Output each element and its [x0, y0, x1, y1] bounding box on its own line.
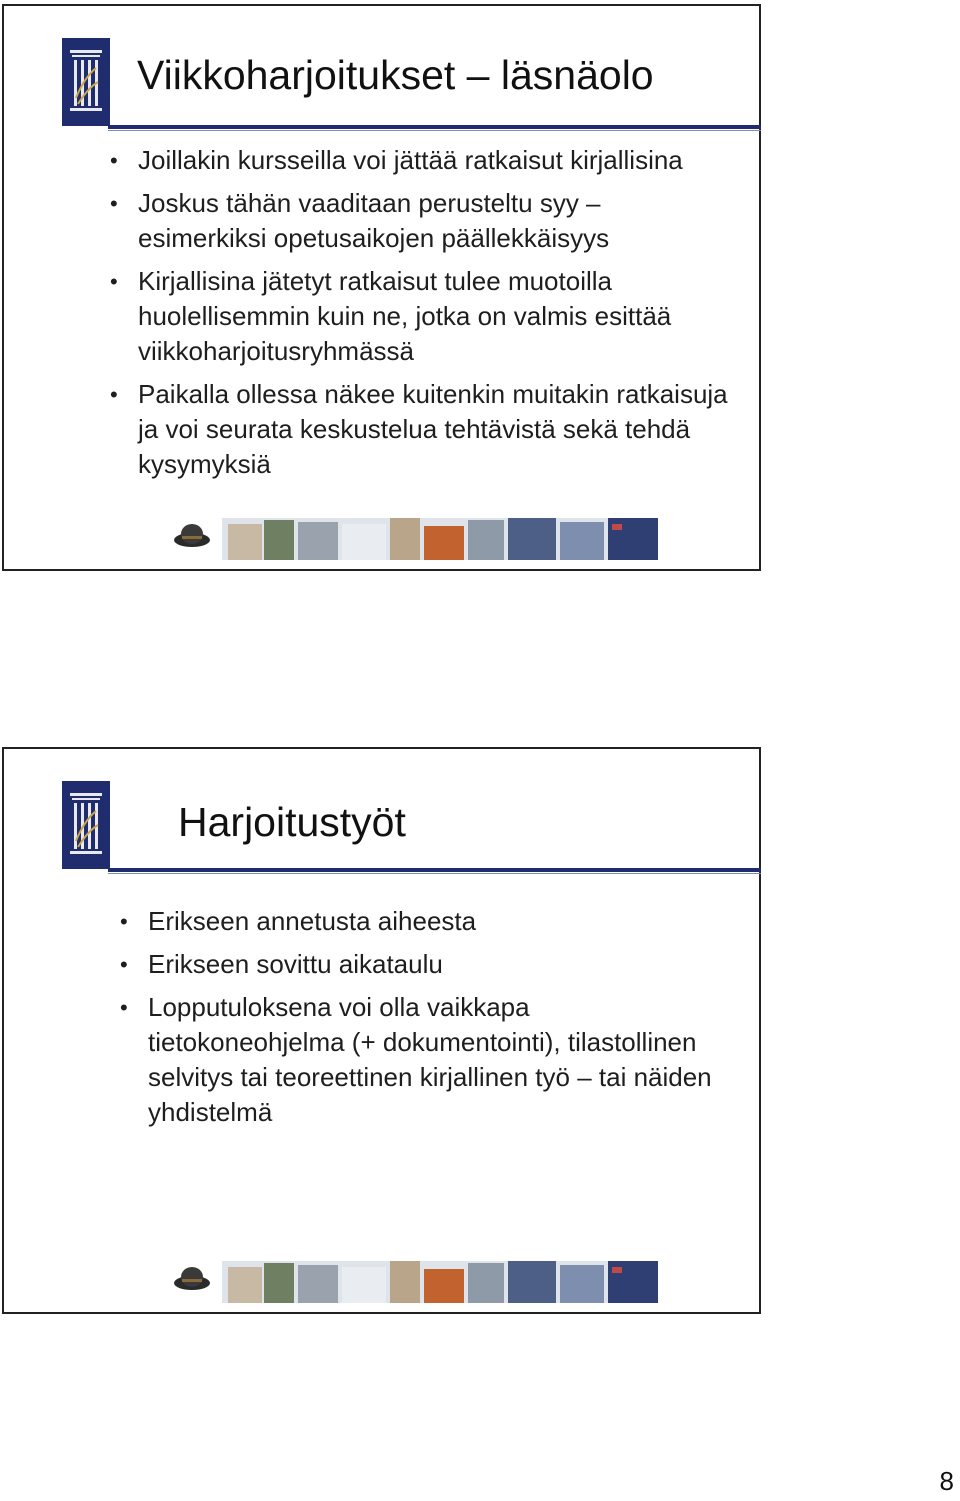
title-rule — [108, 125, 761, 129]
slide-title: Harjoitustyöt — [178, 799, 406, 845]
bullet-icon: • — [110, 191, 118, 216]
slide-1 — [2, 4, 761, 571]
list-item: • Kirjallisina jätetyt ratkaisut tulee muotoilla huolellisemmin kuin ne, jotka on valmis esittää viikkoharjoitusryhmässä — [110, 266, 672, 366]
bullet-list — [110, 143, 730, 490]
photo-collage-strip — [172, 1257, 658, 1303]
list-item: • Lopputuloksena voi olla vaikkapa tietokoneohjelma (+ dokumentointi), tilastollinen selvitys tai teoreettinen kirjallinen työ – tai näiden yhdistelmä — [120, 992, 712, 1127]
page-number: 8 — [939, 1466, 954, 1496]
bullet-list — [120, 904, 720, 1138]
list-item: • Joillakin kursseilla voi jättää ratkaisut kirjallisina — [110, 143, 730, 178]
column-pillar-logo-icon — [62, 781, 110, 869]
list-item: • Joskus tähän vaaditaan perusteltu syy – esimerkiksi opetusaikojen päällekkäisyys — [110, 188, 610, 253]
bullet-icon: • — [120, 909, 128, 934]
bullet-icon: • — [110, 269, 118, 294]
slide-title: Viikkoharjoitukset – läsnäolo — [137, 52, 654, 98]
bullet-icon: • — [110, 148, 118, 173]
bullet-icon: • — [120, 952, 128, 977]
slide-2 — [2, 747, 761, 1314]
photo-collage-strip — [172, 514, 658, 560]
column-pillar-logo-icon — [62, 38, 110, 126]
bullet-icon: • — [110, 382, 118, 407]
list-item: • Erikseen annetusta aiheesta — [120, 904, 720, 939]
list-item: • Paikalla ollessa näkee kuitenkin muitakin ratkaisuja ja voi seurata keskustelua tehtävistä sekä tehdä kysymyksiä — [110, 379, 728, 479]
list-item: • Erikseen sovittu aikataulu — [120, 947, 720, 982]
bullet-icon: • — [120, 995, 128, 1020]
title-rule — [108, 868, 761, 872]
